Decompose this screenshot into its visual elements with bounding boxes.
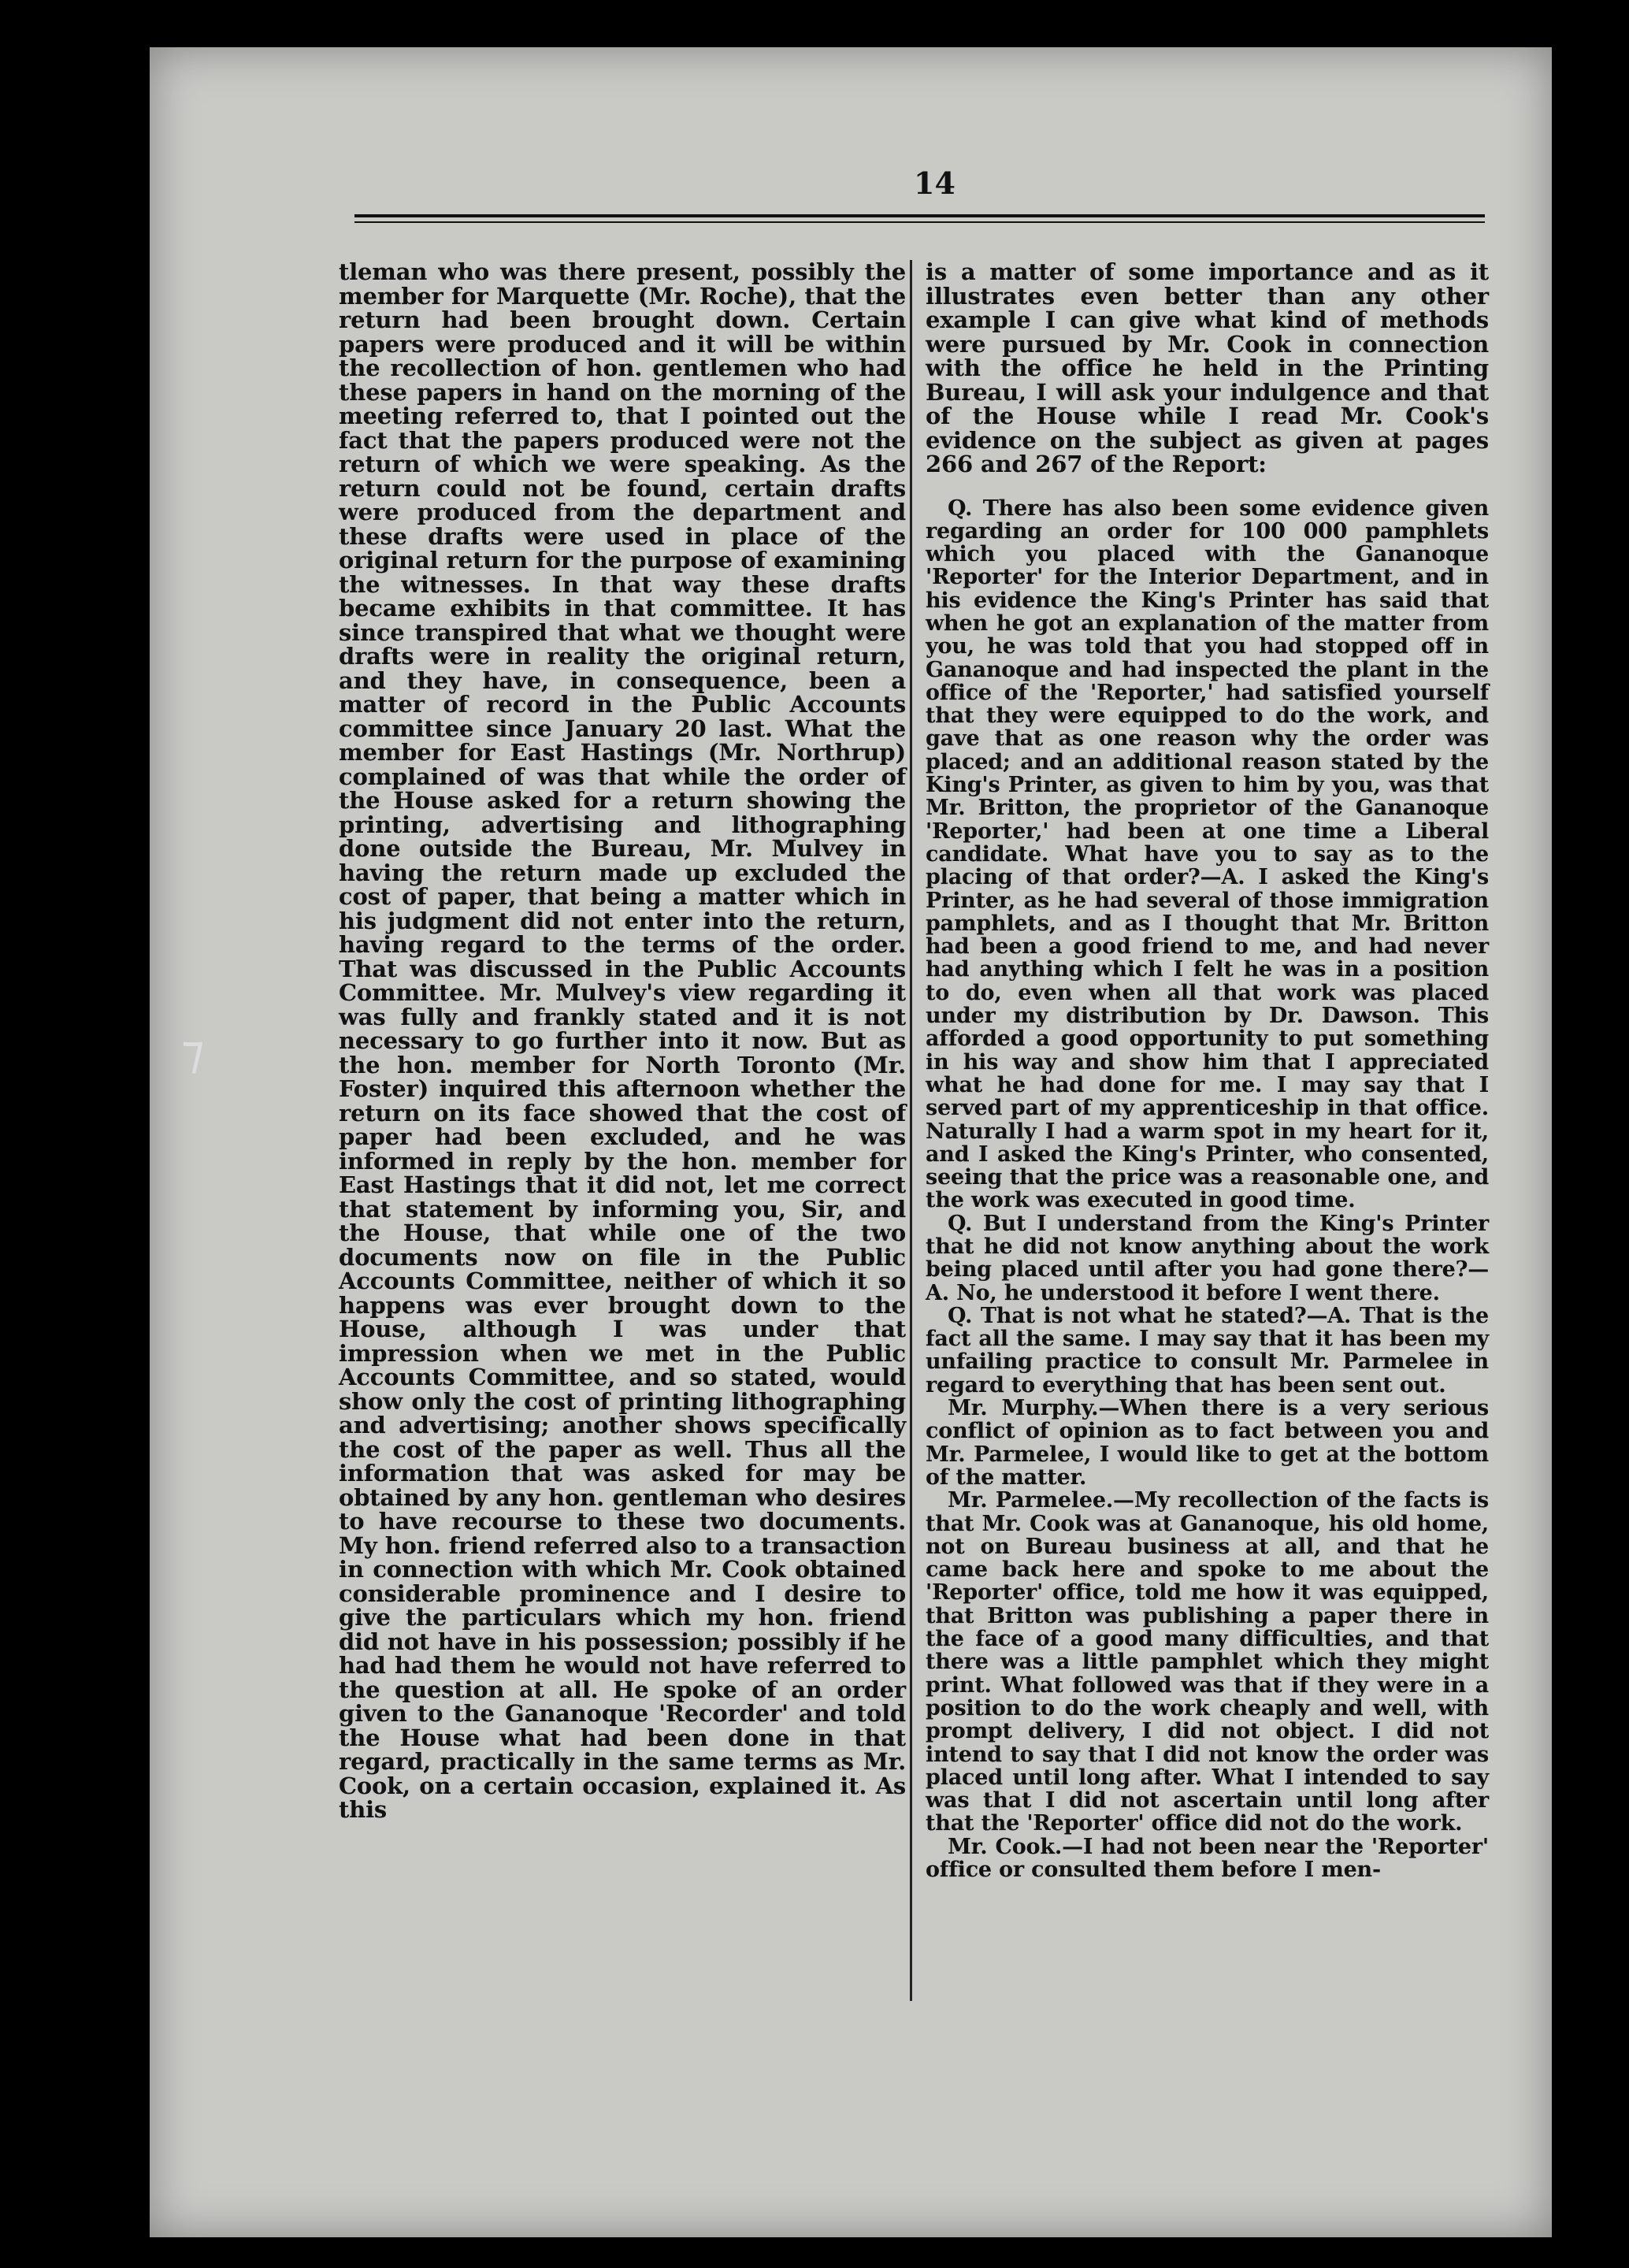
evidence-paragraph: Mr. Murphy.—When there is a very serious conflict of opinion as to fact between you and Mr. Parmelee, I would like to get at the bottom of the matter. <box>926 1396 1489 1490</box>
evidence-paragraph: Q. There has also been some evidence given regarding an order for 100 000 pamphlets which you placed with the Gananoque 'Reporter' for the Interior Department, and in his evidence the King's Printer has said that when he got an explanation of the matter from you, he was told that you had stopped off in Gananoque and had inspected the plant in the office of the 'Reporter,' had satisfied yourself that they were equipped to do the work, and gave that as one reason why the order was placed; and an additional reason stated by the King's Printer, as given to him by you, was that Mr. Britton, the proprietor of the Gananoque 'Reporter,' had been at one time a Liberal candidate. What have you to say as to the placing of that order?—A. I asked the King's Printer, as he had several of those immigration pamphlets, and as I thought that Mr. Britton had been a good friend to me, and had never had anything which I felt he was in a position to do, even when all that work was placed under my distribution by Dr. Dawson. This afforded a good opportunity to put something in his way and show him that I appreciated what he had done for me. I may say that I served part of my apprenticeship in that office. Naturally I had a warm spot in my heart for it, and I asked the King's Printer, who consented, seeing that the price was a reasonable one, and the work was executed in good time. <box>926 496 1489 1213</box>
evidence-paragraph: Mr. Cook.—I had not been near the 'Reporter' office or consulted them before I men- <box>926 1834 1489 1883</box>
column-divider <box>910 260 912 2001</box>
header-rule-thin <box>354 221 1485 223</box>
right-column <box>926 260 1489 1881</box>
header-rule <box>354 214 1485 217</box>
page-number: 14 <box>914 165 956 201</box>
left-column-text: tleman who was there present, possibly the member for Marquette (Mr. Roche), that the return had been brought down. Certain papers were produced and it will be within the recollection of hon. gentlemen who had these papers in hand on the morning of the meeting referred to, that I pointed out the fact that the papers produced were not the return of which we were speaking. As the return could not be found, certain drafts were produced from the department and these drafts were used in place of the original return for the purpose of examining the witnesses. In that way these drafts became exhibits in that committee. It has since transpired that what we thought were drafts were in reality the original return, and they have, in consequence, been a matter of record in the Public Accounts committee since January 20 last. What the member for East Hastings (Mr. Northrup) complained of was that while the order of the House asked for a return showing the printing, advertising and lithographing done outside the Bureau, Mr. Mulvey in having the return made up excluded the cost of paper, that being a matter which in his judgment did not enter into the return, having regard to the terms of the order. That was discussed in the Public Accounts Committee. Mr. Mulvey's view regarding it was fully and frankly stated and it is not necessary to go further into it now. But as the hon. member for North Toronto (Mr. Foster) inquired this afternoon whether the return on its face showed that the cost of paper had been excluded, and he was informed in reply by the hon. member for East Hastings that it did not, let me correct that statement by informing you, Sir, and the House, that while one of the two documents now on file in the Public Accounts Committee, neither of which it so happens was ever brought down to the House, although I was under that impression when we met in the Public Accounts Committee, and so stated, would show only the cost of printing lithographing and advertising; another shows specifically the cost of the paper as well. Thus all the information that was asked for may be obtained by any hon. gentleman who desires to have recourse to these two documents. My hon. friend referred also to a transaction in connection with which Mr. Cook obtained considerable prominence and I desire to give the particulars which my hon. friend did not have in his possession; possibly if he had had them he would not have referred to the question at all. He spoke of an order given to the Gananoque 'Recorder' and told the House what had been done in that regard, practically in the same terms as Mr. Cook, on a certain occasion, explained it. As this <box>339 258 906 1823</box>
evidence-paragraph: Q. That is not what he stated?—A. That is the fact all the same. I may say that it has been my unfailing practice to consult Mr. Parmelee in regard to everything that has been sent out. <box>926 1303 1489 1398</box>
margin-smudge: ⁊ <box>181 1024 205 1079</box>
right-column-intro: is a matter of some importance and as it illustrates even better than any other example I can give what kind of methods were pursued by Mr. Cook in connection with the office he held in the Printing Bureau, I will ask your indulgence and that of the House while I read Mr. Cook's evidence on the subject as given at pages 266 and 267 of the Report: <box>926 258 1489 477</box>
left-column <box>339 260 906 1822</box>
evidence-paragraph: Q. But I understand from the King's Printer that he did not know anything about the work being placed until after you had gone there?—A. No, he understood it before I went there. <box>926 1211 1489 1305</box>
evidence-paragraph: Mr. Parmelee.—My recollection of the facts is that Mr. Cook was at Gananoque, his old home, not on Bureau business at all, and that he came back here and spoke to me about the 'Reporter' office, told me how it was equipped, that Britton was publishing a paper there in the face of a good many difficulties, and that there was a little pamphlet which they might print. What followed was that if they were in a position to do the work cheaply and well, with prompt delivery, I did not object. I did not intend to say that I did not know the order was placed until long after. What I intended to say was that I did not ascertain until long after that the 'Reporter' office did not do the work. <box>926 1488 1489 1836</box>
